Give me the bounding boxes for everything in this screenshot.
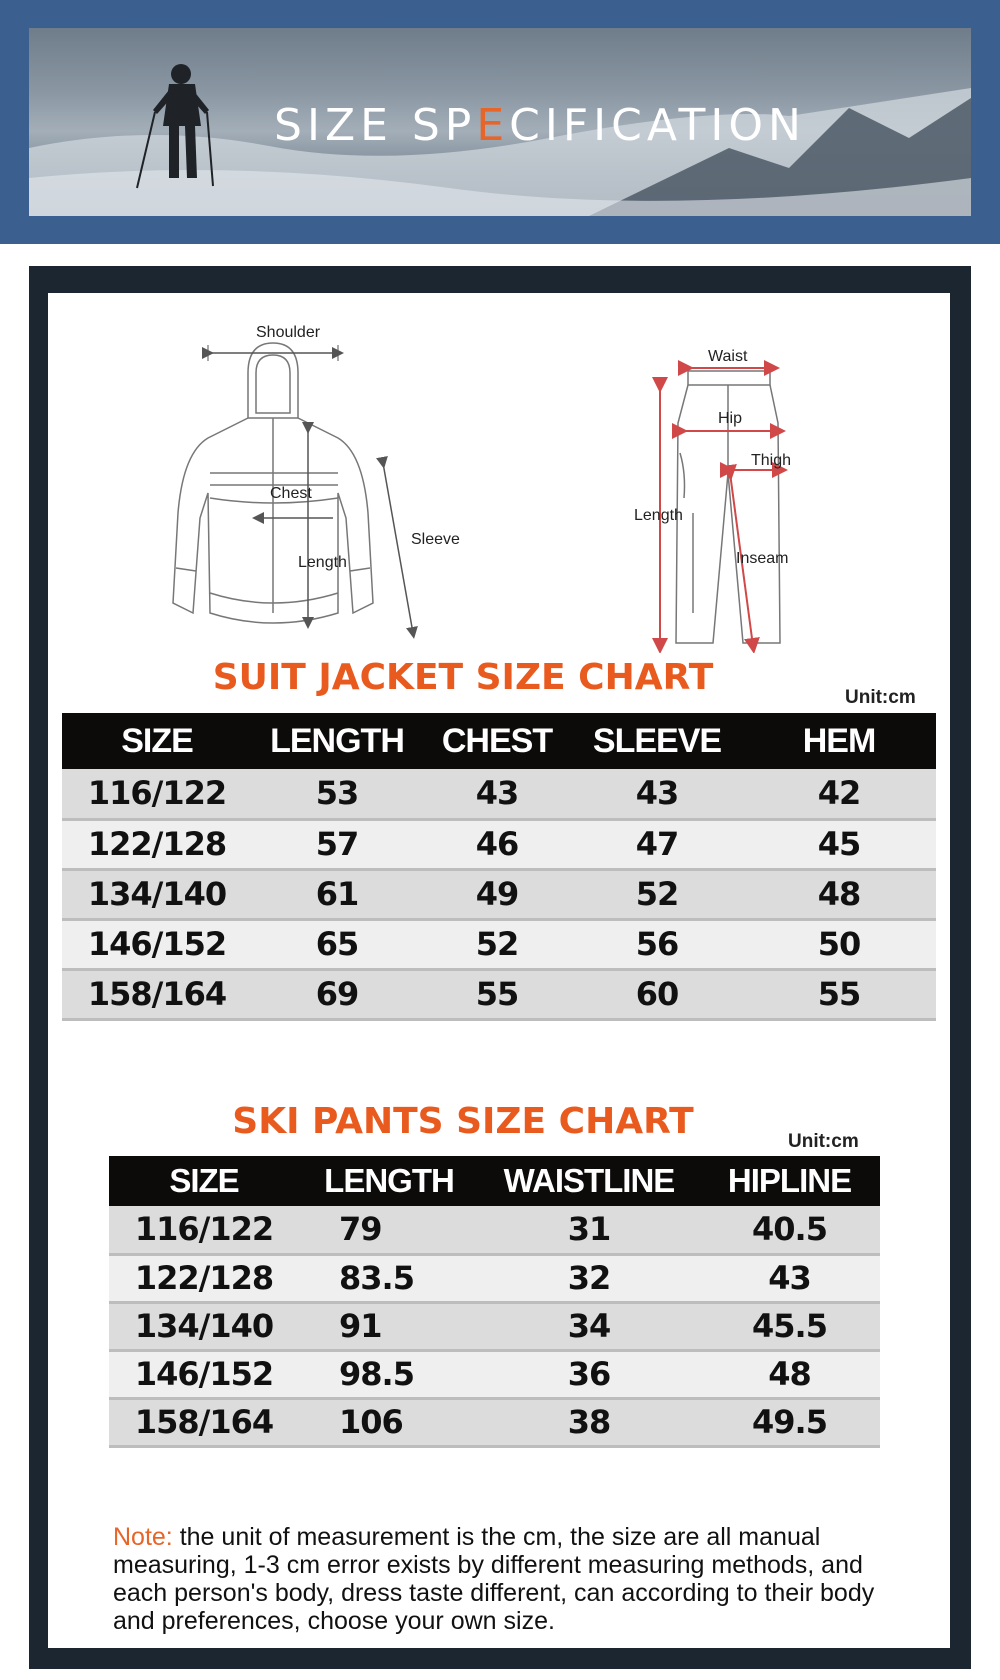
sleeve-label: Sleeve	[411, 531, 460, 548]
measurement-cell: 52	[572, 869, 742, 919]
table-row	[109, 1206, 880, 1254]
measurement-cell: 61	[252, 869, 422, 919]
measurement-cell: 53	[252, 769, 422, 819]
header-banner	[0, 0, 1000, 244]
table-row	[62, 819, 936, 869]
measurement-cell: 60	[572, 969, 742, 1019]
measurement-cell: 106	[299, 1398, 479, 1446]
table-row	[62, 969, 936, 1019]
measurement-cell: 38	[479, 1398, 699, 1446]
measurement-cell: 57	[252, 819, 422, 869]
column-header: LENGTH	[299, 1156, 479, 1206]
measurement-cell: 43	[422, 769, 572, 819]
pants-chart-title: SKI PANTS SIZE CHART	[232, 1101, 694, 1142]
measurement-cell: 43	[699, 1254, 880, 1302]
thigh-label: Thigh	[751, 452, 792, 469]
measurement-cell: 52	[422, 919, 572, 969]
measurement-cell: 79	[299, 1206, 479, 1254]
table-row	[109, 1350, 880, 1398]
size-cell: 122/128	[109, 1254, 299, 1302]
size-cell: 158/164	[62, 969, 252, 1019]
column-header: CHEST	[422, 713, 572, 769]
measurement-cell: 50	[742, 919, 936, 969]
column-header: WAISTLINE	[479, 1156, 699, 1206]
measurement-cell: 48	[742, 869, 936, 919]
hip-label: Hip	[718, 410, 743, 427]
table-row	[109, 1302, 880, 1350]
table-row	[62, 919, 936, 969]
column-header: HEM	[742, 713, 936, 769]
note-label: Note:	[113, 1523, 173, 1551]
inseam-label: Inseam	[736, 550, 789, 567]
column-header: SLEEVE	[572, 713, 742, 769]
measurement-cell: 55	[742, 969, 936, 1019]
note-text: the unit of measurement is the cm, the size are all manual measuring, 1-3 cm error exists by different measuring methods, and each person's body, dress taste different, can according to their body and preferences, choose your own size.	[113, 1523, 875, 1635]
measurement-cell: 42	[742, 769, 936, 819]
measurement-cell: 46	[422, 819, 572, 869]
measurement-cell: 47	[572, 819, 742, 869]
measurement-cell: 98.5	[299, 1350, 479, 1398]
pants-diagram	[598, 313, 858, 653]
measurement-cell: 55	[422, 969, 572, 1019]
column-header: SIZE	[62, 713, 252, 769]
table-row	[109, 1254, 880, 1302]
jacket-unit-label: Unit:cm	[845, 687, 916, 708]
measurement-cell: 45	[742, 819, 936, 869]
jacket-size-table	[62, 713, 936, 1021]
content-panel	[48, 293, 950, 1648]
measurement-cell: 49.5	[699, 1398, 880, 1446]
table-row	[62, 769, 936, 819]
measurement-cell: 48	[699, 1350, 880, 1398]
page-title: SIZE SPECIFICATION	[274, 100, 806, 151]
pants-unit-label: Unit:cm	[788, 1131, 859, 1152]
pants-header-row	[109, 1156, 880, 1206]
jacket-chart-title: SUIT JACKET SIZE CHART	[212, 657, 714, 698]
measurement-cell: 36	[479, 1350, 699, 1398]
size-cell: 146/152	[109, 1350, 299, 1398]
measurement-note	[113, 1523, 913, 1635]
banner-photo	[29, 28, 971, 216]
measurement-cell: 49	[422, 869, 572, 919]
size-cell: 116/122	[62, 769, 252, 819]
table-row	[109, 1398, 880, 1446]
shoulder-label: Shoulder	[256, 324, 321, 341]
jacket-length-label: Length	[298, 554, 347, 571]
size-cell: 146/152	[62, 919, 252, 969]
measurement-cell: 83.5	[299, 1254, 479, 1302]
jacket-header-row	[62, 713, 936, 769]
size-cell: 122/128	[62, 819, 252, 869]
measurement-cell: 31	[479, 1206, 699, 1254]
measurement-cell: 32	[479, 1254, 699, 1302]
table-row	[62, 869, 936, 919]
column-header: SIZE	[109, 1156, 299, 1206]
measurement-cell: 45.5	[699, 1302, 880, 1350]
waist-label: Waist	[708, 348, 748, 365]
measurement-cell: 69	[252, 969, 422, 1019]
size-cell: 158/164	[109, 1398, 299, 1446]
measurement-cell: 56	[572, 919, 742, 969]
measurement-cell: 65	[252, 919, 422, 969]
measurement-cell: 91	[299, 1302, 479, 1350]
content-frame	[29, 266, 971, 1669]
jacket-diagram	[138, 313, 478, 653]
pants-size-table	[109, 1156, 880, 1448]
measurement-cell: 40.5	[699, 1206, 880, 1254]
measurement-cell: 34	[479, 1302, 699, 1350]
size-cell: 134/140	[62, 869, 252, 919]
measurement-cell: 43	[572, 769, 742, 819]
size-cell: 134/140	[109, 1302, 299, 1350]
size-cell: 116/122	[109, 1206, 299, 1254]
column-header: HIPLINE	[699, 1156, 880, 1206]
pants-length-label: Length	[634, 507, 683, 524]
column-header: LENGTH	[252, 713, 422, 769]
chest-label: Chest	[270, 485, 312, 502]
